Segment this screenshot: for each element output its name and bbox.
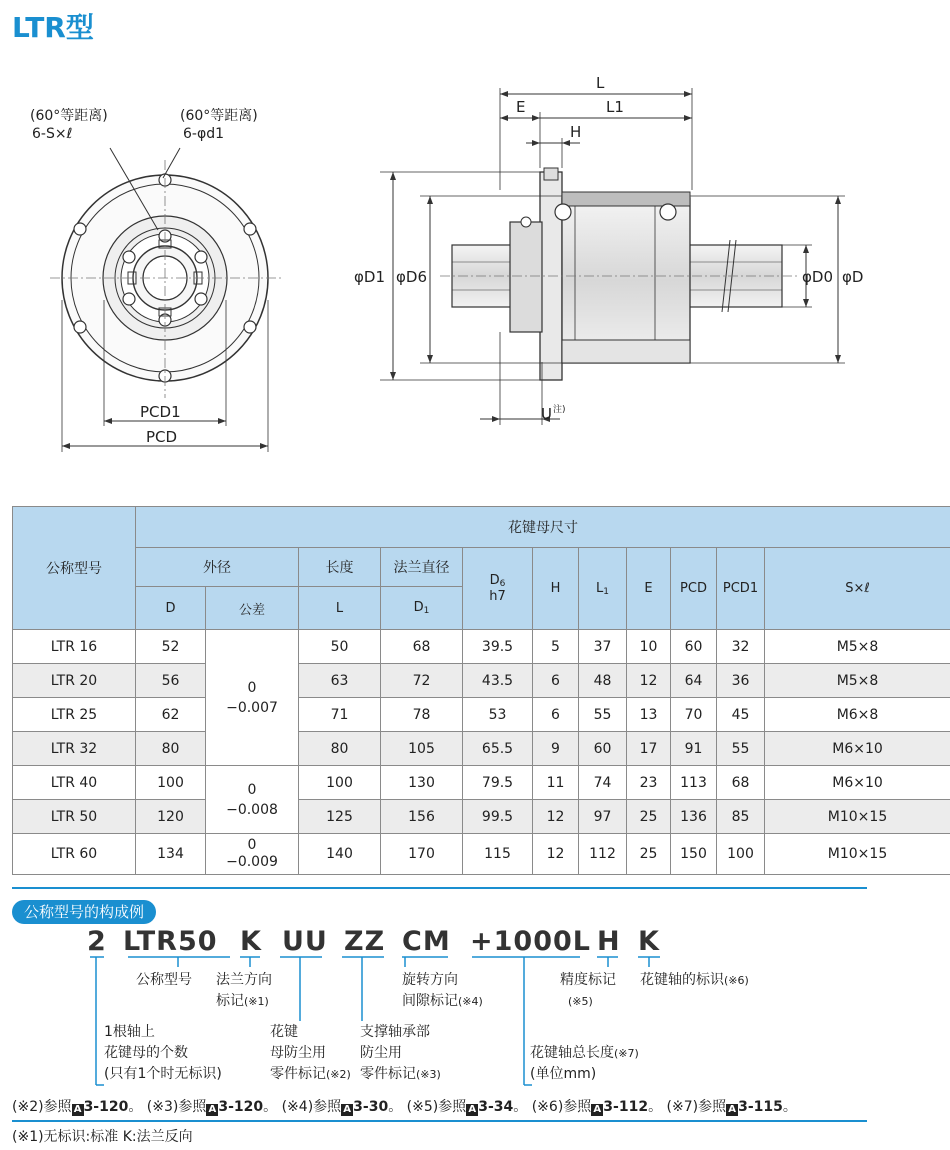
header-D6-sym: D bbox=[489, 573, 500, 588]
label-accuracy-1: 精度标记 bbox=[560, 972, 616, 988]
cell-PCD: 113 bbox=[671, 766, 717, 800]
label-length-2: (单位mm) bbox=[530, 1066, 597, 1082]
page-title: LTR型 bbox=[12, 11, 94, 44]
dim-L1: L1 bbox=[606, 98, 624, 116]
cell-L: 140 bbox=[299, 834, 381, 875]
cell-D6: 53 bbox=[463, 698, 533, 732]
cell-model: LTR 40 bbox=[13, 766, 136, 800]
cell-H: 5 bbox=[533, 630, 579, 664]
code-rotation: CM bbox=[402, 926, 451, 957]
ref-note: (※3)参照 A 3-120。 bbox=[146, 1099, 278, 1115]
header-D1-sub: 1 bbox=[423, 606, 430, 616]
cell-PCD: 136 bbox=[671, 800, 717, 834]
header-E: E bbox=[627, 548, 671, 630]
dim-D0: φD0 bbox=[802, 268, 833, 286]
header-D6 bbox=[463, 548, 533, 630]
cell-E: 13 bbox=[627, 698, 671, 732]
cell-L: 80 bbox=[299, 732, 381, 766]
label-flange-2: 标记 bbox=[216, 993, 244, 1009]
header-D1-sym: D bbox=[413, 600, 424, 615]
header-D1 bbox=[381, 587, 463, 630]
cell-D: 62 bbox=[136, 698, 206, 732]
tol-c-upper: 0 bbox=[247, 837, 257, 853]
header-PCD: PCD bbox=[671, 548, 717, 630]
header-D6-sub: 6 bbox=[499, 579, 506, 589]
label-length bbox=[530, 1043, 639, 1085]
cell-H: 6 bbox=[533, 698, 579, 732]
cell-L1: 97 bbox=[579, 800, 627, 834]
cell-PCD: 150 bbox=[671, 834, 717, 875]
note-1: (※1)无标识:标准 K:法兰反向 bbox=[12, 1129, 193, 1145]
cell-E: 10 bbox=[627, 630, 671, 664]
header-flange-diameter: 法兰直径 bbox=[381, 548, 463, 587]
cell-SL: M6×8 bbox=[765, 698, 950, 732]
label-nut-count-2: 花键母的个数 bbox=[104, 1045, 188, 1061]
label-bearing bbox=[360, 1022, 441, 1085]
spec-table bbox=[12, 506, 950, 875]
cell-E: 25 bbox=[627, 800, 671, 834]
label-rotation-2: 间隙标记 bbox=[402, 993, 458, 1009]
header-group: 花键母尺寸 bbox=[136, 507, 950, 548]
header-L: L bbox=[299, 587, 381, 630]
cell-PCD1: 32 bbox=[717, 630, 765, 664]
code-count: 2 bbox=[87, 926, 107, 957]
cell-H: 6 bbox=[533, 664, 579, 698]
cell-SL: M5×8 bbox=[765, 664, 950, 698]
cell-H: 11 bbox=[533, 766, 579, 800]
cell-SL: M10×15 bbox=[765, 834, 950, 875]
pcd1-label: PCD1 bbox=[140, 403, 181, 421]
cell-L1: 37 bbox=[579, 630, 627, 664]
cell-PCD: 70 bbox=[671, 698, 717, 732]
label-seal bbox=[270, 1022, 351, 1085]
dim-L: L bbox=[596, 74, 605, 92]
label-seal-1: 花键 bbox=[270, 1024, 298, 1040]
cell-D1: 68 bbox=[381, 630, 463, 664]
cell-L1: 55 bbox=[579, 698, 627, 732]
cell-tolerance-b bbox=[206, 766, 299, 834]
cell-D6: 65.5 bbox=[463, 732, 533, 766]
cell-D1: 130 bbox=[381, 766, 463, 800]
cell-E: 25 bbox=[627, 834, 671, 875]
cell-H: 12 bbox=[533, 800, 579, 834]
label-bearing-note: (※3) bbox=[416, 1068, 441, 1081]
label-accuracy-note: (※5) bbox=[568, 995, 593, 1008]
code-length: +1000L bbox=[470, 926, 591, 957]
header-H: H bbox=[533, 548, 579, 630]
cell-SL: M6×10 bbox=[765, 766, 950, 800]
cell-D1: 78 bbox=[381, 698, 463, 732]
cell-SL: M6×10 bbox=[765, 732, 950, 766]
front-label-left-1: (60°等距离) bbox=[30, 108, 108, 124]
cell-D6: 115 bbox=[463, 834, 533, 875]
label-rotation bbox=[402, 970, 483, 1012]
cell-D: 56 bbox=[136, 664, 206, 698]
cell-PCD: 64 bbox=[671, 664, 717, 698]
label-shaft-mark-note: (※6) bbox=[724, 974, 749, 987]
ref-box-icon: A bbox=[726, 1104, 738, 1116]
ref-box-icon: A bbox=[341, 1104, 353, 1116]
section-rule-bottom bbox=[12, 1120, 867, 1122]
table-row bbox=[13, 630, 950, 664]
header-L1-sym: L bbox=[596, 580, 604, 596]
front-label-right-2: 6-φd1 bbox=[183, 126, 224, 142]
label-seal-note: (※2) bbox=[326, 1068, 351, 1081]
label-seal-3: 零件标记 bbox=[270, 1066, 326, 1082]
dim-U-note: 注) bbox=[553, 405, 566, 415]
label-length-note: (※7) bbox=[614, 1047, 639, 1060]
label-flange-note: (※1) bbox=[244, 995, 269, 1008]
cell-D1: 170 bbox=[381, 834, 463, 875]
ref-box-icon: A bbox=[591, 1104, 603, 1116]
ref-box-icon: A bbox=[72, 1104, 84, 1116]
cell-D6: 79.5 bbox=[463, 766, 533, 800]
composition-badge: 公称型号的构成例 bbox=[12, 900, 156, 924]
label-model: 公称型号 bbox=[136, 972, 192, 988]
cell-L: 50 bbox=[299, 630, 381, 664]
ref-box-icon: A bbox=[206, 1104, 218, 1116]
label-shaft-mark bbox=[640, 970, 749, 991]
ref-box-icon: A bbox=[466, 1104, 478, 1116]
dim-U: U bbox=[541, 405, 552, 423]
tol-a-upper: 0 bbox=[247, 679, 257, 696]
cell-L: 125 bbox=[299, 800, 381, 834]
label-length-1: 花键轴总长度 bbox=[530, 1045, 614, 1061]
cell-PCD1: 45 bbox=[717, 698, 765, 732]
label-flange-1: 法兰方向 bbox=[216, 972, 272, 988]
tol-c-lower: −0.009 bbox=[226, 854, 278, 870]
cell-L: 63 bbox=[299, 664, 381, 698]
header-SL: S×ℓ bbox=[765, 548, 950, 630]
header-L1 bbox=[579, 548, 627, 630]
header-length: 长度 bbox=[299, 548, 381, 587]
code-model: LTR50 bbox=[123, 926, 218, 957]
cell-L1: 48 bbox=[579, 664, 627, 698]
dim-H: H bbox=[570, 123, 582, 141]
cell-PCD1: 85 bbox=[717, 800, 765, 834]
label-nut-count bbox=[104, 1022, 222, 1085]
cell-D: 100 bbox=[136, 766, 206, 800]
cell-L: 71 bbox=[299, 698, 381, 732]
front-label-left-2: 6-S×ℓ bbox=[32, 126, 73, 142]
code-bearing-seal: ZZ bbox=[344, 926, 386, 957]
cell-tolerance-a bbox=[206, 630, 299, 766]
cell-PCD1: 100 bbox=[717, 834, 765, 875]
cell-model: LTR 32 bbox=[13, 732, 136, 766]
code-flange: K bbox=[240, 926, 262, 957]
label-nut-count-3: (只有1个时无标识) bbox=[104, 1066, 222, 1082]
cell-D6: 39.5 bbox=[463, 630, 533, 664]
label-bearing-1: 支撑轴承部 bbox=[360, 1024, 430, 1040]
header-PCD1: PCD1 bbox=[717, 548, 765, 630]
table-row bbox=[13, 664, 950, 698]
label-rotation-1: 旋转方向 bbox=[402, 972, 458, 988]
cell-tolerance-c bbox=[206, 834, 299, 875]
code-accuracy: H bbox=[597, 926, 621, 957]
cell-PCD1: 68 bbox=[717, 766, 765, 800]
label-bearing-3: 零件标记 bbox=[360, 1066, 416, 1082]
table-row bbox=[13, 732, 950, 766]
cell-D: 134 bbox=[136, 834, 206, 875]
ref-note: (※4)参照 A 3-30。 bbox=[281, 1099, 403, 1115]
label-bearing-2: 防尘用 bbox=[360, 1045, 402, 1061]
cell-D1: 105 bbox=[381, 732, 463, 766]
cell-E: 23 bbox=[627, 766, 671, 800]
header-model: 公称型号 bbox=[13, 507, 136, 630]
cell-PCD: 60 bbox=[671, 630, 717, 664]
header-D6-fit: h7 bbox=[489, 589, 506, 604]
ref-note: (※7)参照 A 3-115。 bbox=[666, 1099, 797, 1115]
ref-note: (※6)参照 A 3-112。 bbox=[531, 1099, 663, 1115]
dim-D: φD bbox=[842, 268, 864, 286]
cell-PCD1: 55 bbox=[717, 732, 765, 766]
cell-model: LTR 60 bbox=[13, 834, 136, 875]
cell-H: 9 bbox=[533, 732, 579, 766]
cell-E: 12 bbox=[627, 664, 671, 698]
cell-H: 12 bbox=[533, 834, 579, 875]
cell-model: LTR 25 bbox=[13, 698, 136, 732]
label-seal-2: 母防尘用 bbox=[270, 1045, 326, 1061]
ref-note: (※5)参照 A 3-34。 bbox=[406, 1099, 528, 1115]
cell-PCD1: 36 bbox=[717, 664, 765, 698]
reference-notes bbox=[12, 1096, 797, 1116]
cell-D: 80 bbox=[136, 732, 206, 766]
code-shaft-mark: K bbox=[638, 926, 660, 957]
table-row bbox=[13, 698, 950, 732]
cell-D: 52 bbox=[136, 630, 206, 664]
dim-D6: φD6 bbox=[396, 268, 427, 286]
dim-D1: φD1 bbox=[354, 268, 385, 286]
label-shaft-mark-text: 花键轴的标识 bbox=[640, 972, 724, 988]
cell-L: 100 bbox=[299, 766, 381, 800]
dim-E: E bbox=[516, 98, 526, 116]
technical-drawing bbox=[0, 0, 950, 500]
cell-model: LTR 16 bbox=[13, 630, 136, 664]
cell-PCD: 91 bbox=[671, 732, 717, 766]
cell-D: 120 bbox=[136, 800, 206, 834]
label-rotation-note: (※4) bbox=[458, 995, 483, 1008]
cell-model: LTR 20 bbox=[13, 664, 136, 698]
cell-D6: 99.5 bbox=[463, 800, 533, 834]
table-row bbox=[13, 800, 950, 834]
tol-a-lower: −0.007 bbox=[226, 699, 278, 716]
cell-D1: 156 bbox=[381, 800, 463, 834]
label-flange bbox=[216, 970, 272, 1012]
table-row bbox=[13, 766, 950, 800]
cell-L1: 112 bbox=[579, 834, 627, 875]
cell-SL: M10×15 bbox=[765, 800, 950, 834]
code-seal: UU bbox=[282, 926, 328, 957]
cell-SL: M5×8 bbox=[765, 630, 950, 664]
front-label-right-1: (60°等距离) bbox=[180, 108, 258, 124]
ref-note: (※2)参照 A 3-120。 bbox=[12, 1099, 143, 1115]
cell-L1: 74 bbox=[579, 766, 627, 800]
label-accuracy bbox=[560, 970, 616, 1012]
header-tolerance: 公差 bbox=[206, 587, 299, 630]
tol-b-lower: −0.008 bbox=[226, 801, 278, 818]
header-outer-diameter: 外径 bbox=[136, 548, 299, 587]
cell-model: LTR 50 bbox=[13, 800, 136, 834]
header-L1-sub: 1 bbox=[603, 586, 609, 597]
label-nut-count-1: 1根轴上 bbox=[104, 1024, 155, 1040]
tol-b-upper: 0 bbox=[247, 781, 257, 798]
side-view bbox=[380, 88, 845, 425]
table-row bbox=[13, 834, 950, 875]
cell-D6: 43.5 bbox=[463, 664, 533, 698]
header-D: D bbox=[136, 587, 206, 630]
cell-D1: 72 bbox=[381, 664, 463, 698]
section-rule-top bbox=[12, 887, 867, 889]
pcd-label: PCD bbox=[146, 428, 178, 446]
cell-E: 17 bbox=[627, 732, 671, 766]
cell-L1: 60 bbox=[579, 732, 627, 766]
